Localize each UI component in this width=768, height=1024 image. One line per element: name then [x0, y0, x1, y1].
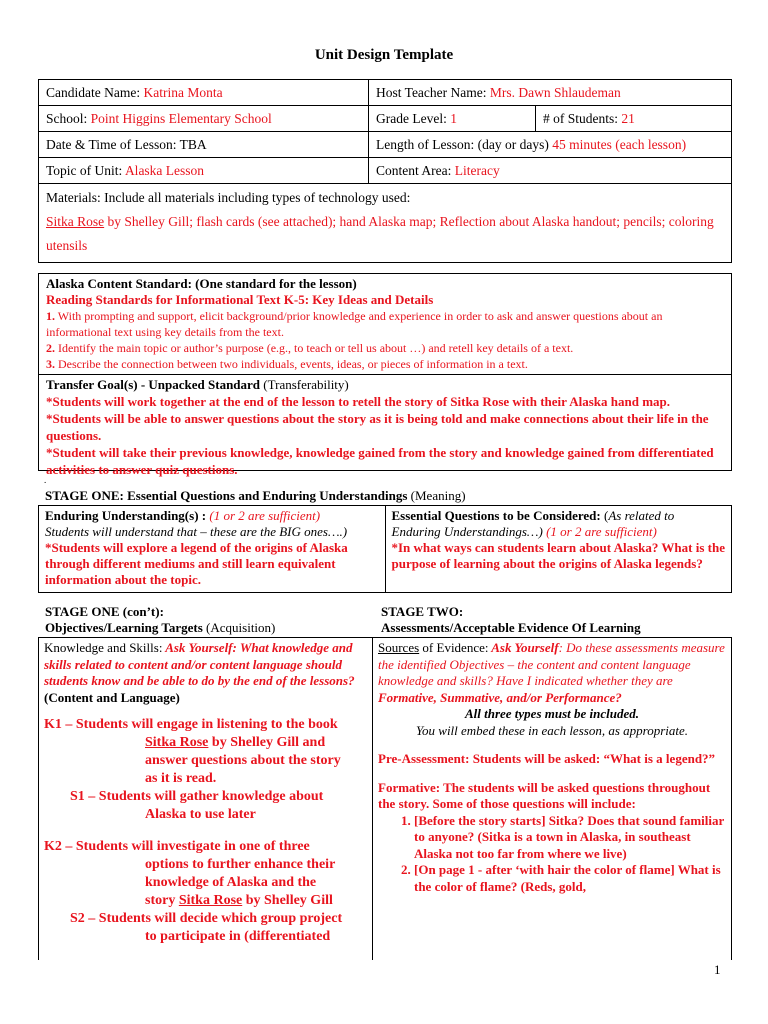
k2-author: by Shelley Gill [242, 893, 333, 908]
objectives-title: Objectives/Learning Targets [45, 620, 203, 635]
transfer-heading [46, 376, 724, 393]
grade-cell [369, 106, 536, 132]
standard-subheading: Reading Standards for Informational Text K-5: Key Ideas and Details [46, 292, 434, 307]
transfer-paren: (Transferability) [260, 377, 349, 392]
host-teacher-cell [369, 80, 732, 106]
standard-item-number: 2. [46, 341, 55, 355]
pre-assessment: Pre-Assessment: Students will be asked: “What is a legend?” [378, 751, 716, 766]
evidence-prompt-text: : Do these assessments measure the identified Objectives – the content and content language knowledge and skills? Have I indicated whether they are [378, 640, 725, 688]
materials-cell [39, 184, 732, 263]
transfer-goal: *Students will be able to answer questions about the story as it is being told and make connections about their life in the questions. [46, 411, 709, 443]
eq-hint-red: (1 or 2 are sufficient) [542, 524, 657, 539]
k2-line: K2 – Students will investigate in one of three [44, 839, 310, 854]
knowledge-prompt: Ask Yourself: What knowledge and skills related to content and/or content language should students know and be able to do by the end of the lessons? [44, 640, 355, 688]
topic-cell [39, 158, 369, 184]
transfer-goal: *Students will work together at the end of the lesson to retell the story of Sitka Rose with their Alaska hand map. [46, 394, 671, 409]
all-three-note: All three types must be included. [464, 706, 640, 721]
s2-line: to participate in (differentiated [145, 929, 331, 944]
k2-book-title: Sitka Rose [178, 893, 243, 908]
essential-questions-table [38, 505, 732, 593]
candidate-value: Katrina Monta [143, 84, 223, 100]
k2-story: story [145, 893, 179, 908]
enduring-hint: Students will understand that – these are the BIG ones….) [45, 524, 348, 539]
candidate-cell [39, 80, 369, 106]
host-value: Mrs. Dawn Shlaudeman [489, 84, 621, 100]
k2-line [44, 892, 367, 910]
lesson-info-table [38, 79, 732, 263]
materials-label: Materials: Include all materials including types of technology used: [46, 190, 411, 205]
transfer-goals-section [39, 375, 731, 479]
evidence-label2: of Evidence: [419, 640, 489, 655]
students-value: 21 [621, 110, 635, 126]
content-label: Content Area: [376, 162, 452, 178]
topic-value: Alaska Lesson [124, 162, 205, 178]
stage-one-heading [45, 488, 466, 504]
topic-label: Topic of Unit: [46, 162, 123, 178]
evidence-prompt: Ask Yourself [488, 640, 559, 655]
page-title: Unit Design Template [314, 47, 454, 63]
candidate-label: Candidate Name: [46, 84, 141, 100]
date-value: TBA [179, 136, 207, 152]
evidence-label: Sources [378, 640, 420, 655]
enduring-label: Enduring Understanding(s) : [45, 508, 207, 523]
objectives-paren: (Acquisition) [202, 620, 276, 635]
objectives-assessments-table [38, 637, 732, 960]
stage-two-title: STAGE TWO: [381, 604, 464, 619]
standard-item-text: With prompting and support, elicit background/prior knowledge and experience in order to ask and answer questions about an informational text using key details from the text. [46, 309, 663, 339]
formative-assessment: Formative: The students will be asked questions throughout the story. Some of those questions will include: [378, 779, 711, 811]
school-label: School: [46, 110, 88, 126]
grade-value: 1 [450, 110, 457, 126]
eq-hint: As related to Enduring Understandings…) [391, 508, 675, 539]
stray-mark: . [44, 475, 47, 485]
students-cell [536, 106, 732, 132]
school-value: Point Higgins Elementary School [90, 110, 272, 126]
eq-hint-open: ( [600, 508, 609, 523]
enduring-heading [45, 508, 379, 524]
standard-item-text: Describe the connection between two individuals, events, ideas, or pieces of information in a text. [55, 357, 528, 371]
essential-questions-cell [385, 506, 732, 593]
grade-label: Grade Level: [376, 110, 447, 126]
students-label: # of Students: [543, 110, 619, 126]
content-value: Literacy [454, 162, 500, 178]
standard-heading: Alaska Content Standard: (One standard for the lesson) [46, 276, 357, 291]
s1-line: S1 – Students will gather knowledge about [70, 789, 324, 804]
page-number: 1 [714, 962, 721, 977]
k2-line: knowledge of Alaska and the [145, 875, 317, 890]
stage-two-heading [381, 604, 641, 636]
embed-note: You will embed these in each lesson, as appropriate. [415, 722, 689, 738]
standard-item [46, 340, 724, 356]
formative-question: 1. [Before the story starts] Sitka? Does that sound familiar to anyone? (Sitka is a town in Alaska, in southeast Alaska not too far from where we live) [414, 813, 726, 863]
s1-line: Alaska to use later [145, 807, 256, 822]
k2-line: options to further enhance their [145, 857, 336, 872]
formative-question: 2. [On page 1 - after ‘with hair the color of flame] What is the color of flame? (Reds, gold, [414, 862, 726, 895]
standard-item-text: Identify the main topic or author’s purpose (e.g., to teach or tell us about …) and retell key details of a text. [55, 341, 574, 355]
materials-list: by Shelley Gill; flash cards (see attached); hand Alaska map; Reflection about Alaska handout; pencils; coloring utensils [46, 214, 714, 253]
date-label: Date & Time of Lesson: [46, 136, 177, 152]
k1-line: K1 – Students will engage in listening to the book [44, 717, 338, 732]
stage-one-cont-title: STAGE ONE (con’t): [45, 604, 164, 619]
date-cell [39, 132, 369, 158]
objectives-heading [45, 620, 275, 636]
knowledge-skills-cell [39, 638, 373, 961]
length-value: 45 minutes (each lesson) [552, 136, 687, 152]
eq-label: Essential Questions to be Considered: [391, 508, 601, 523]
formative-questions-list [378, 813, 726, 896]
evidence-intro [378, 640, 726, 706]
content-standard-box [38, 273, 732, 477]
transfer-label: Transfer Goal(s) - Unpacked Standard [46, 377, 261, 392]
content-area-cell [369, 158, 732, 184]
knowledge-suffix: (Content and Language) [44, 689, 180, 705]
host-label: Host Teacher Name: [376, 84, 487, 100]
s2-line: S2 – Students will decide which group project [70, 911, 343, 926]
school-cell [39, 106, 369, 132]
stage-one-paren: (Meaning) [407, 488, 466, 503]
eq-heading [392, 508, 726, 540]
knowledge-intro [44, 640, 367, 706]
assessments-title: Assessments/Acceptable Evidence Of Learning [381, 620, 641, 635]
knowledge-label: Knowledge and Skills: [44, 640, 163, 655]
materials-book-title: Sitka Rose [46, 214, 105, 229]
enduring-understandings-cell [39, 506, 386, 593]
standard-item-number: 1. [46, 309, 55, 323]
enduring-hint-red: (1 or 2 are sufficient) [206, 508, 321, 523]
standard-section [39, 274, 731, 375]
transfer-goal: *Student will take their previous knowledge, knowledge gained from the story and knowledge gained from differentiated activities to answer quiz questions. [46, 445, 714, 477]
evidence-cell [373, 638, 732, 961]
length-label: Length of Lesson: (day or days) [376, 136, 549, 152]
eq-text: *In what ways can students learn about Alaska? What is the purpose of learning about the origins of Alaska legends? [391, 540, 725, 571]
standard-item [46, 356, 724, 372]
stage-one-title: STAGE ONE: Essential Questions and Enduring Understandings [45, 488, 408, 503]
standard-item [46, 308, 724, 340]
evidence-types: Formative, Summative, and/or Performance? [378, 689, 622, 705]
k1-line: answer questions about the story [145, 753, 341, 768]
enduring-text: *Students will explore a legend of the origins of Alaska through different mediums and still learn equivalent information about the topic. [45, 540, 348, 587]
length-cell [369, 132, 732, 158]
materials-text [46, 210, 724, 258]
k1-book-title: Sitka Rose [145, 735, 209, 750]
k1-author: by Shelley Gill and [208, 735, 326, 750]
standard-item-number: 3. [46, 357, 55, 371]
stage-one-cont-heading [45, 604, 275, 636]
k1-line [44, 734, 367, 752]
k1-line: as it is read. [145, 771, 217, 786]
